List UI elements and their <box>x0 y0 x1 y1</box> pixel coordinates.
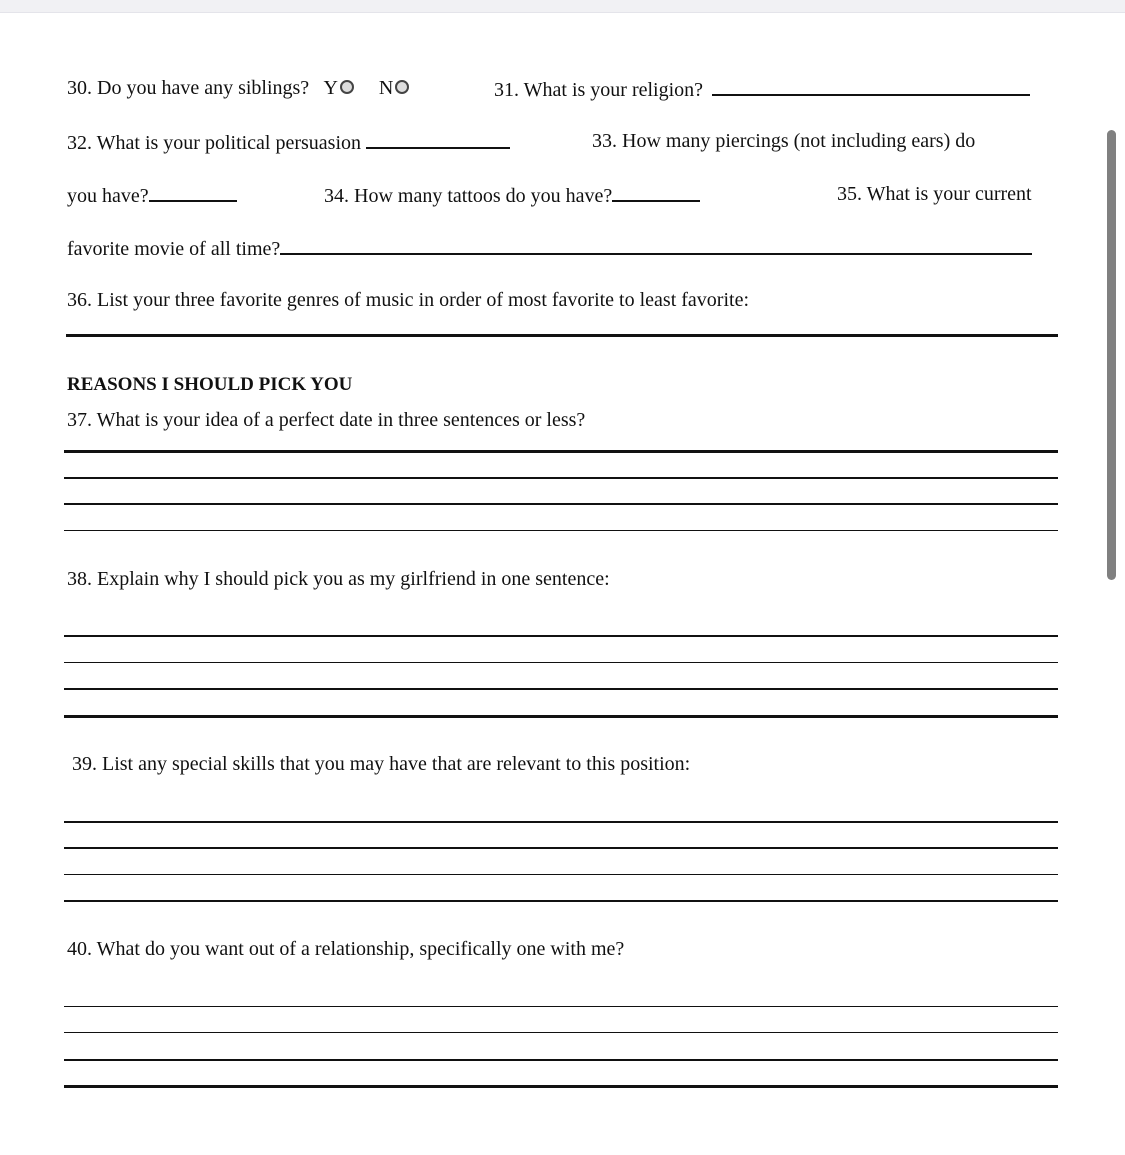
answer-line[interactable] <box>64 503 1058 505</box>
question-38-label: 38. Explain why I should pick you as my girlfriend in one sentence: <box>67 568 610 590</box>
browser-top-bar <box>0 0 1125 13</box>
scrollbar[interactable] <box>1107 130 1116 580</box>
answer-line[interactable] <box>64 1085 1058 1088</box>
movie-field[interactable] <box>280 235 1032 255</box>
answer-line[interactable] <box>64 715 1058 718</box>
section-title: REASONS I SHOULD PICK YOU <box>67 374 353 395</box>
question-30-label: 30. Do you have any siblings? <box>67 77 310 99</box>
yes-radio[interactable] <box>340 80 354 94</box>
question-31 <box>494 76 1030 102</box>
answer-line[interactable] <box>64 847 1058 849</box>
question-35-cont <box>67 235 1032 261</box>
answer-line[interactable] <box>64 1032 1058 1033</box>
question-40-label: 40. What do you want out of a relationship, specifically one with me? <box>67 938 625 960</box>
question-33-label: 33. How many piercings (not including ears) do <box>592 130 976 152</box>
answer-line[interactable] <box>64 450 1058 453</box>
religion-field[interactable] <box>712 76 1030 96</box>
answer-line[interactable] <box>64 874 1058 875</box>
question-35-label: 35. What is your current <box>837 183 1032 205</box>
question-32-label: 32. What is your political persuasion <box>67 132 362 154</box>
music-answer-line[interactable] <box>66 334 1058 337</box>
political-field[interactable] <box>366 129 510 149</box>
answer-line[interactable] <box>64 530 1058 531</box>
answer-line[interactable] <box>64 477 1058 479</box>
question-34-label: 34. How many tattoos do you have? <box>324 185 613 207</box>
question-33-cont <box>67 182 237 208</box>
question-31-label: 31. What is your religion? <box>494 79 704 101</box>
answer-line[interactable] <box>64 662 1058 663</box>
answer-line[interactable] <box>64 900 1058 902</box>
tattoos-field[interactable] <box>612 182 700 202</box>
no-radio[interactable] <box>395 80 409 94</box>
question-32 <box>67 129 510 155</box>
answer-line[interactable] <box>64 1006 1058 1007</box>
question-36-label: 36. List your three favorite genres of music in order of most favorite to least favorite: <box>67 289 750 311</box>
question-37-label: 37. What is your idea of a perfect date in three sentences or less? <box>67 409 586 431</box>
answer-line[interactable] <box>64 821 1058 823</box>
question-34 <box>324 182 700 208</box>
piercings-field[interactable] <box>149 182 237 202</box>
answer-line[interactable] <box>64 635 1058 637</box>
no-label: N <box>378 77 394 99</box>
question-39-label: 39. List any special skills that you may have that are relevant to this position: <box>72 753 691 775</box>
question-35-cont-label: favorite movie of all time? <box>67 238 281 260</box>
yes-label: Y <box>323 77 338 99</box>
answer-line[interactable] <box>64 1059 1058 1061</box>
question-30 <box>67 76 409 100</box>
question-33-cont-label: you have? <box>67 185 149 207</box>
answer-line[interactable] <box>64 688 1058 690</box>
